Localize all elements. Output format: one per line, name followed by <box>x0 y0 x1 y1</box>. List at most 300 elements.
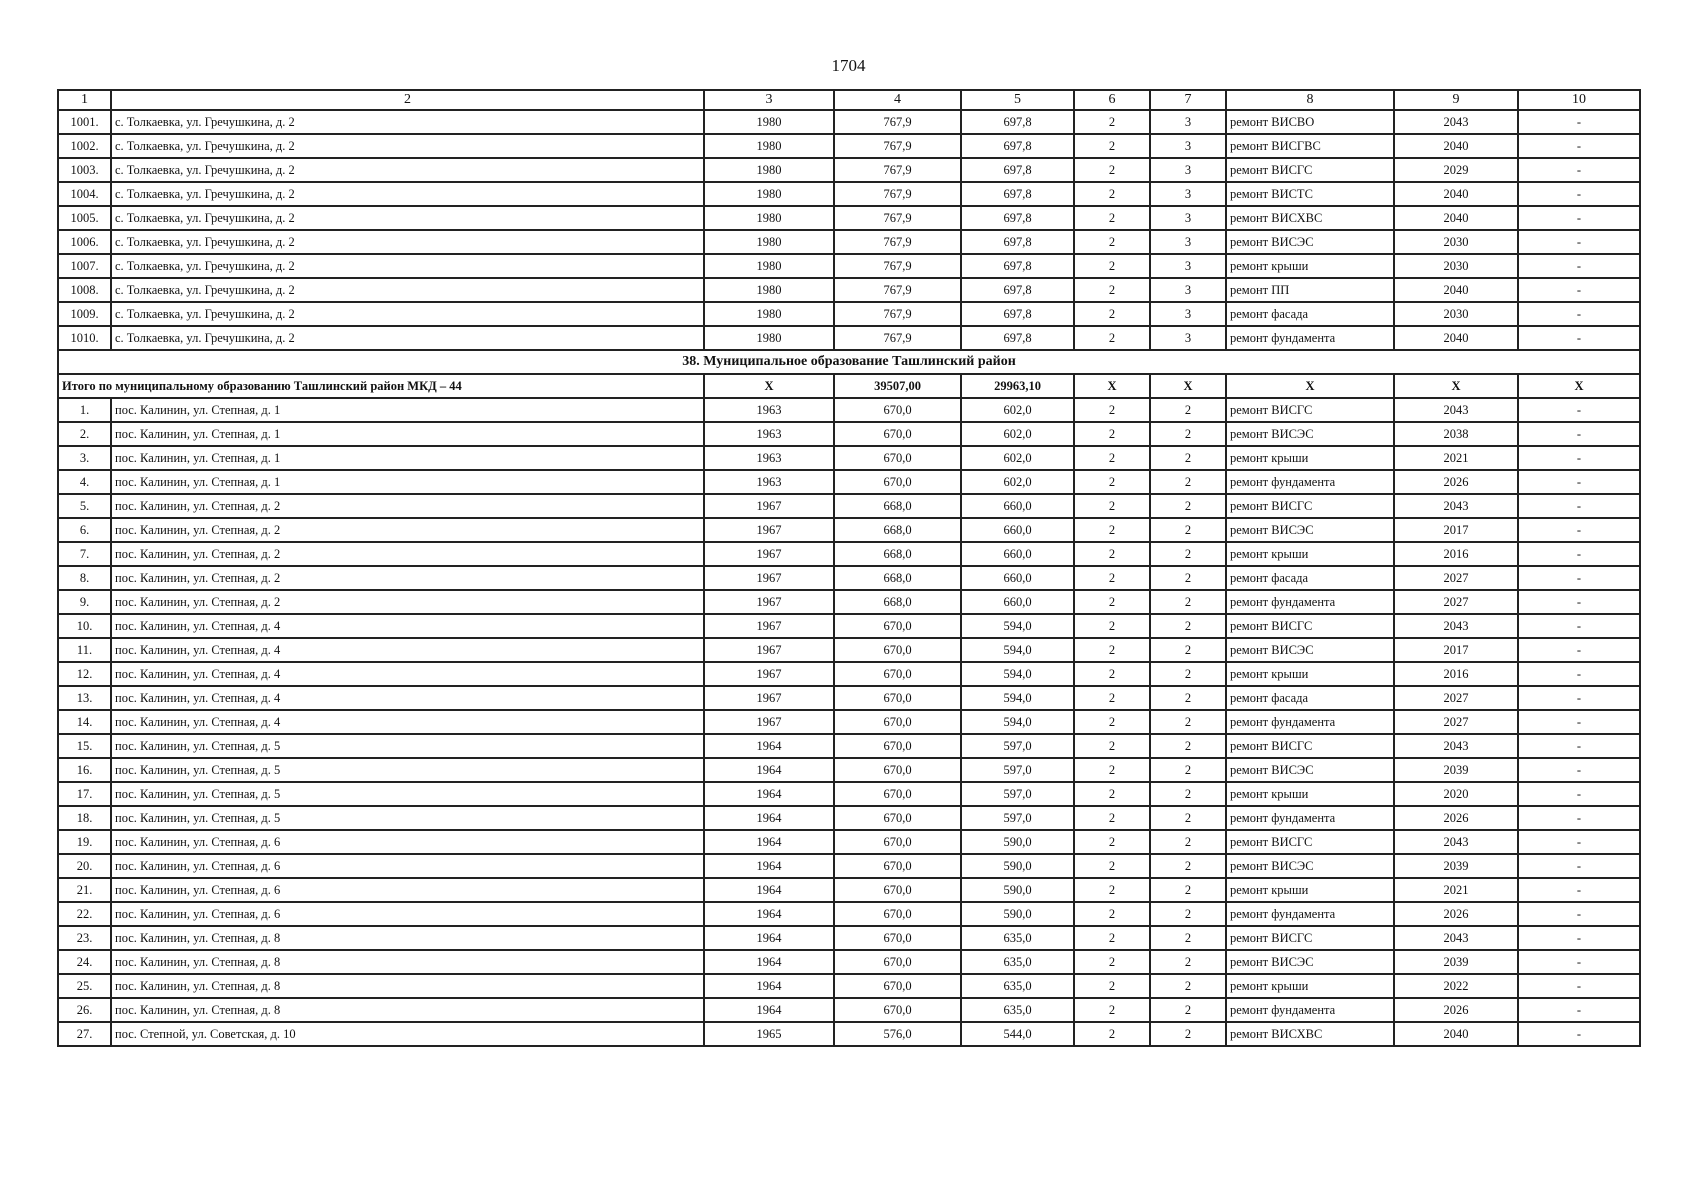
total-area-cell: 670,0 <box>834 734 961 758</box>
table-row <box>58 182 1640 206</box>
work-type-cell: ремонт ВИСГВС <box>1226 134 1394 158</box>
row-number-cell: 26. <box>58 998 111 1022</box>
column-10-cell: - <box>1518 206 1640 230</box>
row-number-cell: 14. <box>58 710 111 734</box>
entrances-cell: 2 <box>1150 566 1226 590</box>
total-area-cell: 670,0 <box>834 974 961 998</box>
work-type-cell: ремонт фундамента <box>1226 806 1394 830</box>
total-area-cell: 670,0 <box>834 398 961 422</box>
work-type-cell: ремонт ВИСЭС <box>1226 758 1394 782</box>
address-cell: пос. Калинин, ул. Степная, д. 8 <box>111 926 704 950</box>
entrances-cell: 2 <box>1150 782 1226 806</box>
living-area-cell: 697,8 <box>961 110 1074 134</box>
entrances-cell: 3 <box>1150 182 1226 206</box>
column-10-cell: - <box>1518 326 1640 350</box>
capital-repair-table <box>57 89 1641 1047</box>
floors-cell: 2 <box>1074 230 1150 254</box>
row-number-cell: 1002. <box>58 134 111 158</box>
work-type-cell: ремонт ВИСГС <box>1226 926 1394 950</box>
floors-cell: 2 <box>1074 998 1150 1022</box>
year-built-cell: 1964 <box>704 830 834 854</box>
living-area-cell: 597,0 <box>961 806 1074 830</box>
work-type-cell: ремонт фундамента <box>1226 710 1394 734</box>
table-row <box>58 446 1640 470</box>
planned-year-cell: 2043 <box>1394 398 1518 422</box>
address-cell: пос. Калинин, ул. Степная, д. 1 <box>111 398 704 422</box>
address-cell: пос. Калинин, ул. Степная, д. 2 <box>111 542 704 566</box>
total-area-cell: 670,0 <box>834 758 961 782</box>
planned-year-cell: 2027 <box>1394 590 1518 614</box>
living-area-cell: 597,0 <box>961 782 1074 806</box>
column-10-cell: - <box>1518 614 1640 638</box>
table-row <box>58 566 1640 590</box>
floors-cell: 2 <box>1074 758 1150 782</box>
address-cell: пос. Калинин, ул. Степная, д. 8 <box>111 950 704 974</box>
row-number-cell: 16. <box>58 758 111 782</box>
floors-cell: 2 <box>1074 446 1150 470</box>
floors-cell: 2 <box>1074 830 1150 854</box>
planned-year-cell: 2043 <box>1394 614 1518 638</box>
planned-year-cell: 2026 <box>1394 998 1518 1022</box>
living-area-cell: 660,0 <box>961 566 1074 590</box>
year-built-cell: 1964 <box>704 974 834 998</box>
table-row <box>58 206 1640 230</box>
address-cell: пос. Калинин, ул. Степная, д. 4 <box>111 662 704 686</box>
living-area-cell: 697,8 <box>961 182 1074 206</box>
row-number-cell: 1. <box>58 398 111 422</box>
floors-cell: 2 <box>1074 782 1150 806</box>
entrances-cell: 2 <box>1150 902 1226 926</box>
total-value-cell: X <box>1226 374 1394 398</box>
planned-year-cell: 2026 <box>1394 806 1518 830</box>
row-number-cell: 21. <box>58 878 111 902</box>
table-row <box>58 230 1640 254</box>
row-number-cell: 1004. <box>58 182 111 206</box>
planned-year-cell: 2020 <box>1394 782 1518 806</box>
column-10-cell: - <box>1518 110 1640 134</box>
entrances-cell: 3 <box>1150 326 1226 350</box>
address-cell: с. Толкаевка, ул. Гречушкина, д. 2 <box>111 110 704 134</box>
floors-cell: 2 <box>1074 278 1150 302</box>
column-10-cell: - <box>1518 782 1640 806</box>
table-row <box>58 590 1640 614</box>
work-type-cell: ремонт крыши <box>1226 662 1394 686</box>
table-row <box>58 662 1640 686</box>
address-cell: пос. Калинин, ул. Степная, д. 5 <box>111 734 704 758</box>
address-cell: пос. Калинин, ул. Степная, д. 6 <box>111 854 704 878</box>
year-built-cell: 1980 <box>704 302 834 326</box>
table-row <box>58 638 1640 662</box>
header-row <box>58 90 1640 110</box>
living-area-cell: 660,0 <box>961 518 1074 542</box>
column-header: 6 <box>1074 90 1150 110</box>
floors-cell: 2 <box>1074 302 1150 326</box>
column-10-cell: - <box>1518 878 1640 902</box>
work-type-cell: ремонт ПП <box>1226 278 1394 302</box>
floors-cell: 2 <box>1074 182 1150 206</box>
entrances-cell: 2 <box>1150 974 1226 998</box>
total-area-cell: 767,9 <box>834 206 961 230</box>
entrances-cell: 3 <box>1150 302 1226 326</box>
floors-cell: 2 <box>1074 1022 1150 1046</box>
table-row <box>58 830 1640 854</box>
table-row <box>58 518 1640 542</box>
floors-cell: 2 <box>1074 326 1150 350</box>
entrances-cell: 2 <box>1150 998 1226 1022</box>
work-type-cell: ремонт крыши <box>1226 446 1394 470</box>
year-built-cell: 1963 <box>704 470 834 494</box>
floors-cell: 2 <box>1074 422 1150 446</box>
work-type-cell: ремонт фундамента <box>1226 470 1394 494</box>
entrances-cell: 2 <box>1150 854 1226 878</box>
living-area-cell: 594,0 <box>961 710 1074 734</box>
column-10-cell: - <box>1518 950 1640 974</box>
year-built-cell: 1964 <box>704 902 834 926</box>
year-built-cell: 1964 <box>704 854 834 878</box>
row-number-cell: 18. <box>58 806 111 830</box>
address-cell: с. Толкаевка, ул. Гречушкина, д. 2 <box>111 134 704 158</box>
column-10-cell: - <box>1518 710 1640 734</box>
year-built-cell: 1964 <box>704 806 834 830</box>
living-area-cell: 697,8 <box>961 302 1074 326</box>
address-cell: с. Толкаевка, ул. Гречушкина, д. 2 <box>111 230 704 254</box>
planned-year-cell: 2026 <box>1394 902 1518 926</box>
year-built-cell: 1980 <box>704 326 834 350</box>
planned-year-cell: 2030 <box>1394 302 1518 326</box>
living-area-cell: 602,0 <box>961 398 1074 422</box>
row-number-cell: 9. <box>58 590 111 614</box>
total-area-cell: 670,0 <box>834 902 961 926</box>
floors-cell: 2 <box>1074 110 1150 134</box>
floors-cell: 2 <box>1074 926 1150 950</box>
column-10-cell: - <box>1518 686 1640 710</box>
entrances-cell: 2 <box>1150 686 1226 710</box>
address-cell: пос. Калинин, ул. Степная, д. 6 <box>111 830 704 854</box>
row-number-cell: 1008. <box>58 278 111 302</box>
column-10-cell: - <box>1518 446 1640 470</box>
column-10-cell: - <box>1518 734 1640 758</box>
total-value-cell: X <box>1150 374 1226 398</box>
total-area-cell: 670,0 <box>834 422 961 446</box>
total-area-cell: 670,0 <box>834 878 961 902</box>
year-built-cell: 1965 <box>704 1022 834 1046</box>
year-built-cell: 1967 <box>704 614 834 638</box>
column-header: 1 <box>58 90 111 110</box>
total-area-cell: 670,0 <box>834 806 961 830</box>
address-cell: пос. Калинин, ул. Степная, д. 6 <box>111 878 704 902</box>
entrances-cell: 2 <box>1150 734 1226 758</box>
entrances-cell: 2 <box>1150 926 1226 950</box>
year-built-cell: 1964 <box>704 950 834 974</box>
year-built-cell: 1964 <box>704 782 834 806</box>
table-row <box>58 974 1640 998</box>
living-area-cell: 660,0 <box>961 590 1074 614</box>
address-cell: пос. Калинин, ул. Степная, д. 2 <box>111 518 704 542</box>
section-row <box>58 350 1640 374</box>
living-area-cell: 602,0 <box>961 422 1074 446</box>
total-area-cell: 668,0 <box>834 494 961 518</box>
year-built-cell: 1964 <box>704 734 834 758</box>
row-number-cell: 25. <box>58 974 111 998</box>
floors-cell: 2 <box>1074 542 1150 566</box>
column-header: 10 <box>1518 90 1640 110</box>
total-value-cell: X <box>704 374 834 398</box>
total-area-cell: 767,9 <box>834 110 961 134</box>
total-area-cell: 670,0 <box>834 686 961 710</box>
year-built-cell: 1967 <box>704 542 834 566</box>
planned-year-cell: 2043 <box>1394 110 1518 134</box>
column-10-cell: - <box>1518 590 1640 614</box>
work-type-cell: ремонт ВИСЭС <box>1226 518 1394 542</box>
total-area-cell: 767,9 <box>834 326 961 350</box>
floors-cell: 2 <box>1074 254 1150 278</box>
entrances-cell: 2 <box>1150 518 1226 542</box>
row-number-cell: 19. <box>58 830 111 854</box>
address-cell: с. Толкаевка, ул. Гречушкина, д. 2 <box>111 326 704 350</box>
column-header: 5 <box>961 90 1074 110</box>
work-type-cell: ремонт крыши <box>1226 782 1394 806</box>
year-built-cell: 1967 <box>704 638 834 662</box>
total-area-cell: 670,0 <box>834 782 961 806</box>
row-number-cell: 5. <box>58 494 111 518</box>
column-header: 7 <box>1150 90 1226 110</box>
living-area-cell: 594,0 <box>961 662 1074 686</box>
row-number-cell: 1005. <box>58 206 111 230</box>
total-area-cell: 670,0 <box>834 470 961 494</box>
address-cell: пос. Калинин, ул. Степная, д. 4 <box>111 686 704 710</box>
total-row <box>58 374 1640 398</box>
year-built-cell: 1964 <box>704 926 834 950</box>
column-header: 8 <box>1226 90 1394 110</box>
column-10-cell: - <box>1518 542 1640 566</box>
row-number-cell: 10. <box>58 614 111 638</box>
floors-cell: 2 <box>1074 734 1150 758</box>
total-value-cell: X <box>1394 374 1518 398</box>
work-type-cell: ремонт ВИСГС <box>1226 398 1394 422</box>
column-10-cell: - <box>1518 902 1640 926</box>
column-10-cell: - <box>1518 278 1640 302</box>
row-number-cell: 1007. <box>58 254 111 278</box>
living-area-cell: 594,0 <box>961 686 1074 710</box>
work-type-cell: ремонт ВИСЭС <box>1226 230 1394 254</box>
address-cell: с. Толкаевка, ул. Гречушкина, д. 2 <box>111 254 704 278</box>
living-area-cell: 660,0 <box>961 542 1074 566</box>
row-number-cell: 27. <box>58 1022 111 1046</box>
living-area-cell: 590,0 <box>961 854 1074 878</box>
row-number-cell: 15. <box>58 734 111 758</box>
work-type-cell: ремонт крыши <box>1226 254 1394 278</box>
row-number-cell: 3. <box>58 446 111 470</box>
table-row <box>58 854 1640 878</box>
living-area-cell: 635,0 <box>961 926 1074 950</box>
living-area-cell: 602,0 <box>961 470 1074 494</box>
planned-year-cell: 2027 <box>1394 710 1518 734</box>
total-area-cell: 668,0 <box>834 566 961 590</box>
entrances-cell: 2 <box>1150 614 1226 638</box>
address-cell: пос. Калинин, ул. Степная, д. 1 <box>111 470 704 494</box>
address-cell: пос. Калинин, ул. Степная, д. 2 <box>111 566 704 590</box>
planned-year-cell: 2040 <box>1394 1022 1518 1046</box>
work-type-cell: ремонт ВИСТС <box>1226 182 1394 206</box>
column-header: 9 <box>1394 90 1518 110</box>
column-10-cell: - <box>1518 302 1640 326</box>
table-row <box>58 926 1640 950</box>
page-number: 1704 <box>831 56 866 75</box>
living-area-cell: 697,8 <box>961 326 1074 350</box>
living-area-cell: 635,0 <box>961 974 1074 998</box>
address-cell: пос. Калинин, ул. Степная, д. 5 <box>111 782 704 806</box>
table-row <box>58 254 1640 278</box>
row-number-cell: 7. <box>58 542 111 566</box>
work-type-cell: ремонт крыши <box>1226 878 1394 902</box>
work-type-cell: ремонт ВИСГС <box>1226 830 1394 854</box>
planned-year-cell: 2016 <box>1394 662 1518 686</box>
floors-cell: 2 <box>1074 638 1150 662</box>
planned-year-cell: 2043 <box>1394 926 1518 950</box>
floors-cell: 2 <box>1074 902 1150 926</box>
column-10-cell: - <box>1518 638 1640 662</box>
living-area-cell: 594,0 <box>961 638 1074 662</box>
total-area-cell: 670,0 <box>834 446 961 470</box>
living-area-cell: 635,0 <box>961 950 1074 974</box>
address-cell: пос. Калинин, ул. Степная, д. 8 <box>111 998 704 1022</box>
work-type-cell: ремонт ВИСХВС <box>1226 206 1394 230</box>
floors-cell: 2 <box>1074 470 1150 494</box>
living-area-cell: 697,8 <box>961 158 1074 182</box>
address-cell: с. Толкаевка, ул. Гречушкина, д. 2 <box>111 302 704 326</box>
total-value-cell: 29963,10 <box>961 374 1074 398</box>
work-type-cell: ремонт фасада <box>1226 302 1394 326</box>
column-10-cell: - <box>1518 422 1640 446</box>
planned-year-cell: 2039 <box>1394 950 1518 974</box>
entrances-cell: 3 <box>1150 278 1226 302</box>
year-built-cell: 1964 <box>704 998 834 1022</box>
table-row <box>58 614 1640 638</box>
total-area-cell: 576,0 <box>834 1022 961 1046</box>
planned-year-cell: 2040 <box>1394 134 1518 158</box>
table-row <box>58 782 1640 806</box>
total-area-cell: 668,0 <box>834 518 961 542</box>
year-built-cell: 1967 <box>704 494 834 518</box>
living-area-cell: 697,8 <box>961 134 1074 158</box>
row-number-cell: 1006. <box>58 230 111 254</box>
address-cell: пос. Калинин, ул. Степная, д. 1 <box>111 422 704 446</box>
planned-year-cell: 2040 <box>1394 278 1518 302</box>
row-number-cell: 13. <box>58 686 111 710</box>
year-built-cell: 1963 <box>704 398 834 422</box>
entrances-cell: 2 <box>1150 422 1226 446</box>
planned-year-cell: 2029 <box>1394 158 1518 182</box>
year-built-cell: 1980 <box>704 134 834 158</box>
year-built-cell: 1980 <box>704 206 834 230</box>
entrances-cell: 2 <box>1150 590 1226 614</box>
total-area-cell: 767,9 <box>834 254 961 278</box>
planned-year-cell: 2027 <box>1394 566 1518 590</box>
living-area-cell: 697,8 <box>961 230 1074 254</box>
planned-year-cell: 2027 <box>1394 686 1518 710</box>
living-area-cell: 544,0 <box>961 1022 1074 1046</box>
year-built-cell: 1967 <box>704 662 834 686</box>
work-type-cell: ремонт ВИСГС <box>1226 614 1394 638</box>
entrances-cell: 2 <box>1150 1022 1226 1046</box>
table-row <box>58 398 1640 422</box>
column-10-cell: - <box>1518 566 1640 590</box>
planned-year-cell: 2038 <box>1394 422 1518 446</box>
year-built-cell: 1980 <box>704 278 834 302</box>
floors-cell: 2 <box>1074 854 1150 878</box>
floors-cell: 2 <box>1074 206 1150 230</box>
total-value-cell: X <box>1074 374 1150 398</box>
floors-cell: 2 <box>1074 686 1150 710</box>
work-type-cell: ремонт фундамента <box>1226 902 1394 926</box>
planned-year-cell: 2043 <box>1394 830 1518 854</box>
table-row <box>58 950 1640 974</box>
row-number-cell: 17. <box>58 782 111 806</box>
table-row <box>58 902 1640 926</box>
year-built-cell: 1967 <box>704 518 834 542</box>
row-number-cell: 24. <box>58 950 111 974</box>
planned-year-cell: 2021 <box>1394 878 1518 902</box>
planned-year-cell: 2030 <box>1394 254 1518 278</box>
row-number-cell: 6. <box>58 518 111 542</box>
work-type-cell: ремонт фасада <box>1226 686 1394 710</box>
work-type-cell: ремонт ВИСЭС <box>1226 638 1394 662</box>
floors-cell: 2 <box>1074 950 1150 974</box>
living-area-cell: 635,0 <box>961 998 1074 1022</box>
living-area-cell: 697,8 <box>961 206 1074 230</box>
year-built-cell: 1963 <box>704 446 834 470</box>
work-type-cell: ремонт ВИСЭС <box>1226 422 1394 446</box>
table-row <box>58 278 1640 302</box>
living-area-cell: 697,8 <box>961 278 1074 302</box>
floors-cell: 2 <box>1074 134 1150 158</box>
year-built-cell: 1964 <box>704 758 834 782</box>
address-cell: пос. Калинин, ул. Степная, д. 6 <box>111 902 704 926</box>
year-built-cell: 1980 <box>704 230 834 254</box>
table-row <box>58 758 1640 782</box>
entrances-cell: 2 <box>1150 830 1226 854</box>
column-10-cell: - <box>1518 974 1640 998</box>
planned-year-cell: 2026 <box>1394 470 1518 494</box>
table-row <box>58 1022 1640 1046</box>
table-row <box>58 302 1640 326</box>
floors-cell: 2 <box>1074 662 1150 686</box>
total-area-cell: 668,0 <box>834 590 961 614</box>
year-built-cell: 1967 <box>704 590 834 614</box>
column-10-cell: - <box>1518 230 1640 254</box>
total-value-cell: 39507,00 <box>834 374 961 398</box>
address-cell: пос. Калинин, ул. Степная, д. 4 <box>111 614 704 638</box>
planned-year-cell: 2021 <box>1394 446 1518 470</box>
row-number-cell: 4. <box>58 470 111 494</box>
entrances-cell: 2 <box>1150 494 1226 518</box>
column-10-cell: - <box>1518 494 1640 518</box>
total-area-cell: 767,9 <box>834 302 961 326</box>
planned-year-cell: 2040 <box>1394 326 1518 350</box>
row-number-cell: 2. <box>58 422 111 446</box>
table-row <box>58 686 1640 710</box>
living-area-cell: 597,0 <box>961 734 1074 758</box>
living-area-cell: 590,0 <box>961 878 1074 902</box>
work-type-cell: ремонт ВИСЭС <box>1226 854 1394 878</box>
planned-year-cell: 2017 <box>1394 518 1518 542</box>
entrances-cell: 3 <box>1150 206 1226 230</box>
column-10-cell: - <box>1518 398 1640 422</box>
year-built-cell: 1980 <box>704 254 834 278</box>
living-area-cell: 602,0 <box>961 446 1074 470</box>
total-area-cell: 767,9 <box>834 134 961 158</box>
planned-year-cell: 2022 <box>1394 974 1518 998</box>
